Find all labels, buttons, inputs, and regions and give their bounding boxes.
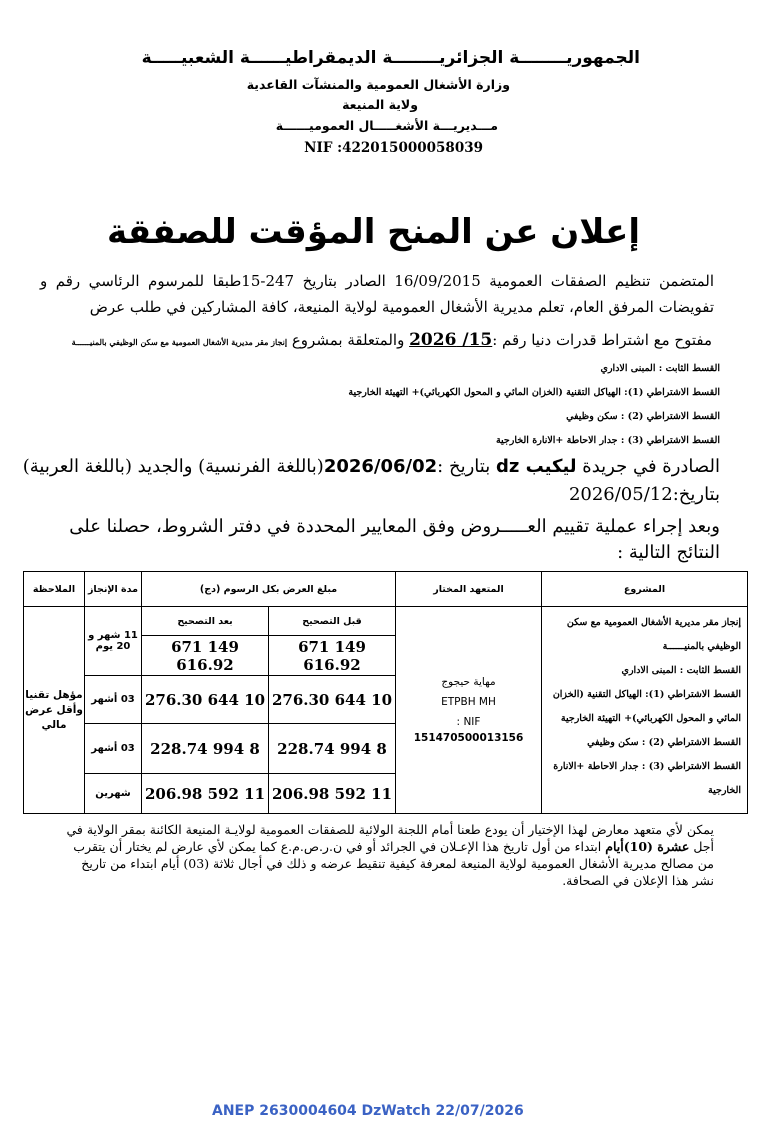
- contractor-name: مهاية حيجوج: [441, 676, 496, 688]
- project-name-small: إنجاز مقر مديرية الأشغال العمومية مع سكن الوظيفي بالمنيــــــة: [71, 337, 288, 347]
- wilaya-name: ولاية المنيعة: [342, 97, 418, 112]
- reference-suffix: والمتعلقة بمشروع: [287, 331, 410, 349]
- publication-text: (باللغة الفرنسية) والجديد (باللغة العربية): [22, 456, 324, 477]
- amount-after: 149 671 616.92: [142, 636, 269, 676]
- directorate-name: مـــديريـــة الأشغـــــال العموميــــــة: [275, 118, 498, 133]
- remark-cell: مؤهل تقنيا وأقل عرض مالي: [24, 607, 85, 814]
- intro-paragraph: المتضمن تنظيم الصفقات العمومية 16/09/2015 الصادر بتاريخ 247-15طبقا للمرسوم الرئاسي رقم و تفويضات المرفق العام، تعلم مديرية الأشغال العمومية لولاية المنيعة، كافة المشاركين في طلب عرض: [40, 272, 714, 316]
- newspaper-name: ليكيب dz: [495, 456, 577, 477]
- publication-line: [23, 456, 720, 477]
- header-remarks: الملاحظة: [24, 572, 85, 607]
- contractor-nif-label: NIF :: [456, 716, 481, 728]
- lot-item: القسط الثابت : المبنى الاداري: [600, 363, 720, 374]
- header-project: المشروع: [542, 572, 748, 607]
- project-line: القسط الاشتراطي (1): الهياكل التقنية (الخزان المائي و المحول الكهربائي)+ التهيئة الخارجية: [552, 689, 741, 724]
- duration-cell: 03 أشهر: [85, 676, 142, 724]
- duration-cell: 03 أشهر: [85, 724, 142, 774]
- header-after: بعد التصحيح: [142, 607, 269, 636]
- reference-number: 15/ 2026: [409, 330, 493, 350]
- announcement-title: إعلان عن المنح المؤقت للصفقة: [107, 212, 640, 252]
- amount-before: 10 644 276.30: [269, 676, 396, 724]
- publication-text: الصادرة في جريدة: [576, 456, 720, 477]
- contractor-cell: [396, 607, 542, 814]
- lot-item: القسط الاشتراطي (3) : جدار الاحاطة +الانارة الخارجية: [495, 435, 720, 446]
- evaluation-text: وبعد إجراء عملية تقييم العـــــروض وفق المعايير المحددة في دفتر الشروط، حصلنا على النتائج التالية :: [69, 516, 720, 563]
- footer-text: ابتداء من أول تاريخ هذا الإعـلان في الجرائد أو في ن.ر.ص.م.ع كما يمكن لأي عارض لم يختار أن يتقرب من مصالح مديرية الأشغال العمومية لولاية المنيعة لمعرفة كيفية تنقيط عرضه و ذلك في أجال ثلاثة (03) أيام ابتداء من تاريخ نشر هذا الإعلان في الصحافة.: [73, 839, 714, 888]
- lot-item: القسط الاشتراطي (2) : سكن وظيفي: [566, 411, 720, 422]
- amount-after: 11 592 206.98: [142, 774, 269, 814]
- lot-item: القسط الاشتراطي (1): الهياكل التقنية (الخزان المائي و المحول الكهربائي)+ التهيئة الخارجية: [348, 387, 720, 398]
- ministry-name: وزارة الأشغال العمومية والمنشآت القاعدية: [246, 77, 510, 92]
- results-table: [23, 571, 748, 814]
- anep-reference: ANEP 2630004604 DzWatch 22/07/2026: [212, 1103, 524, 1119]
- contractor-nif: 151470500013156: [413, 732, 524, 744]
- header-before: قبل التصحيح: [269, 607, 396, 636]
- project-line: القسط الاشتراطي (3) : جدار الاحاطة +الانارة الخارجية: [553, 761, 741, 796]
- project-cell: [542, 607, 748, 814]
- publication-date: 2026/06/02: [323, 456, 438, 477]
- project-line: إنجاز مقر مديرية الأشغال العمومية مع سكن الوظيفي بالمنيــــــة: [566, 617, 741, 652]
- amount-after: 10 644 276.30: [142, 676, 269, 724]
- duration-cell: شهرين: [85, 774, 142, 814]
- amount-after: 8 994 228.74: [142, 724, 269, 774]
- publication-text: بتاريخ :: [437, 456, 496, 477]
- header-duration: مدة الإنجاز: [85, 572, 142, 607]
- header-amount: مبلغ العرض بكل الرسوم (دج): [142, 572, 396, 607]
- footer-notice: [62, 821, 714, 889]
- amount-before: 11 592 206.98: [269, 774, 396, 814]
- republic-title: الجمهوريــــــــة الجزائريــــــــة الديمقراطيــــــة الشعبيـــــة: [141, 48, 640, 68]
- amount-before: 8 994 228.74: [269, 724, 396, 774]
- project-line: القسط الاشتراطي (2) : سكن وظيفي: [587, 737, 741, 748]
- reference-line: [72, 330, 712, 350]
- header-contractor: المتعهد المختار: [396, 572, 542, 607]
- contractor-company: ETPBH MH: [441, 696, 496, 708]
- footer-deadline: عشرة (10)أيام: [605, 839, 690, 854]
- reference-prefix: مفتوح مع اشتراط قدرات دنيا رقم :: [492, 331, 712, 349]
- project-line: القسط الثابت : المبنى الاداري: [621, 665, 741, 676]
- footer-text: يمكن لأي متعهد معارض لهذا الإختيار أن يودع طعنا أمام اللجنة الولائية للصفقات العمومية لولايـة المنيعة الكائنة بمقر الولاية في أجل: [66, 822, 714, 854]
- duration-cell: 11 شهر و 20 يوم: [85, 607, 142, 676]
- nif-number: NIF :422015000058039: [304, 140, 483, 156]
- publication-date-line: بتاريخ:2026/05/12: [568, 484, 720, 505]
- amount-before: 149 671 616.92: [269, 636, 396, 676]
